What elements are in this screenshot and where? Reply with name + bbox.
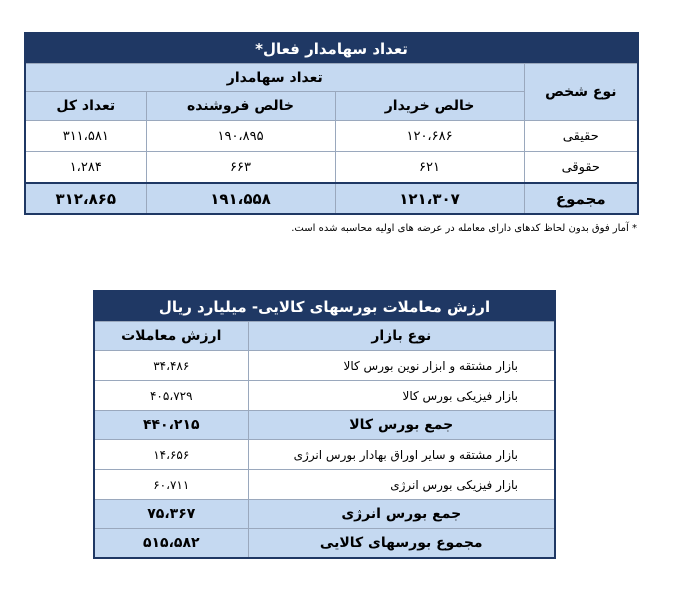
- sum-seller: ۱۹۱،۵۵۸: [146, 183, 335, 214]
- table2-title: ارزش معاملات بورسهای کالایی- میلیارد ریال: [94, 291, 555, 322]
- trade-value: ۴۰۵،۷۲۹: [94, 381, 248, 411]
- col-net-seller: خالص فروشنده: [146, 92, 335, 121]
- market-name: بازار فیزیکی بورس کالا: [248, 381, 555, 411]
- cell-seller: ۱۹۰،۸۹۵: [146, 121, 335, 152]
- shareholders-header: تعداد سهامدار: [25, 64, 524, 92]
- cell-buyer: ۱۲۰،۶۸۶: [335, 121, 524, 152]
- subtotal-row: [94, 411, 555, 440]
- person-type-header: نوع شخص: [524, 64, 638, 121]
- grand-total-row: [94, 529, 555, 559]
- table-row: [94, 470, 555, 500]
- market-name: بازار مشتقه و ابزار نوین بورس کالا: [248, 351, 555, 381]
- row-label: حقوقی: [524, 152, 638, 184]
- trade-value: ۶۰،۷۱۱: [94, 470, 248, 500]
- grand-total-label: مجموع بورسهای کالایی: [248, 529, 555, 559]
- col-net-buyer: خالص خریدار: [335, 92, 524, 121]
- market-name: بازار مشتقه و سایر اوراق بهادار بورس انرژی: [248, 440, 555, 470]
- sum-row: [25, 183, 638, 214]
- table-row: [94, 351, 555, 381]
- col-total-count: تعداد کل: [25, 92, 146, 121]
- trade-value: ۱۴،۶۵۶: [94, 440, 248, 470]
- cell-buyer: ۶۲۱: [335, 152, 524, 184]
- sum-label: مجموع: [524, 183, 638, 214]
- subtotal-row: [94, 500, 555, 529]
- sum-buyer: ۱۲۱،۳۰۷: [335, 183, 524, 214]
- grand-total-value: ۵۱۵،۵۸۲: [94, 529, 248, 559]
- table-row: [94, 440, 555, 470]
- cell-seller: ۶۶۳: [146, 152, 335, 184]
- footnote: * آمار فوق بدون لحاظ کدهای دارای معامله در عرضه های اولیه محاسبه شده است.: [291, 223, 637, 234]
- row-label: حقیقی: [524, 121, 638, 152]
- commodity-exchange-value-table: [93, 290, 556, 559]
- col-trade-value: ارزش معاملات: [94, 322, 248, 351]
- active-shareholders-table: [24, 32, 639, 215]
- market-name: بازار فیزیکی بورس انرژی: [248, 470, 555, 500]
- cell-total: ۱،۲۸۴: [25, 152, 146, 184]
- table-row: [25, 152, 638, 184]
- trade-value: ۳۴،۴۸۶: [94, 351, 248, 381]
- col-market-type: نوع بازار: [248, 322, 555, 351]
- subtotal-label: جمع بورس کالا: [248, 411, 555, 440]
- table-row: [94, 381, 555, 411]
- subtotal-value: ۴۴۰،۲۱۵: [94, 411, 248, 440]
- sum-total: ۳۱۲،۸۶۵: [25, 183, 146, 214]
- table1-title: تعداد سهامدار فعال*: [25, 33, 638, 64]
- subtotal-value: ۷۵،۳۶۷: [94, 500, 248, 529]
- subtotal-label: جمع بورس انرژی: [248, 500, 555, 529]
- table-row: [25, 121, 638, 152]
- cell-total: ۳۱۱،۵۸۱: [25, 121, 146, 152]
